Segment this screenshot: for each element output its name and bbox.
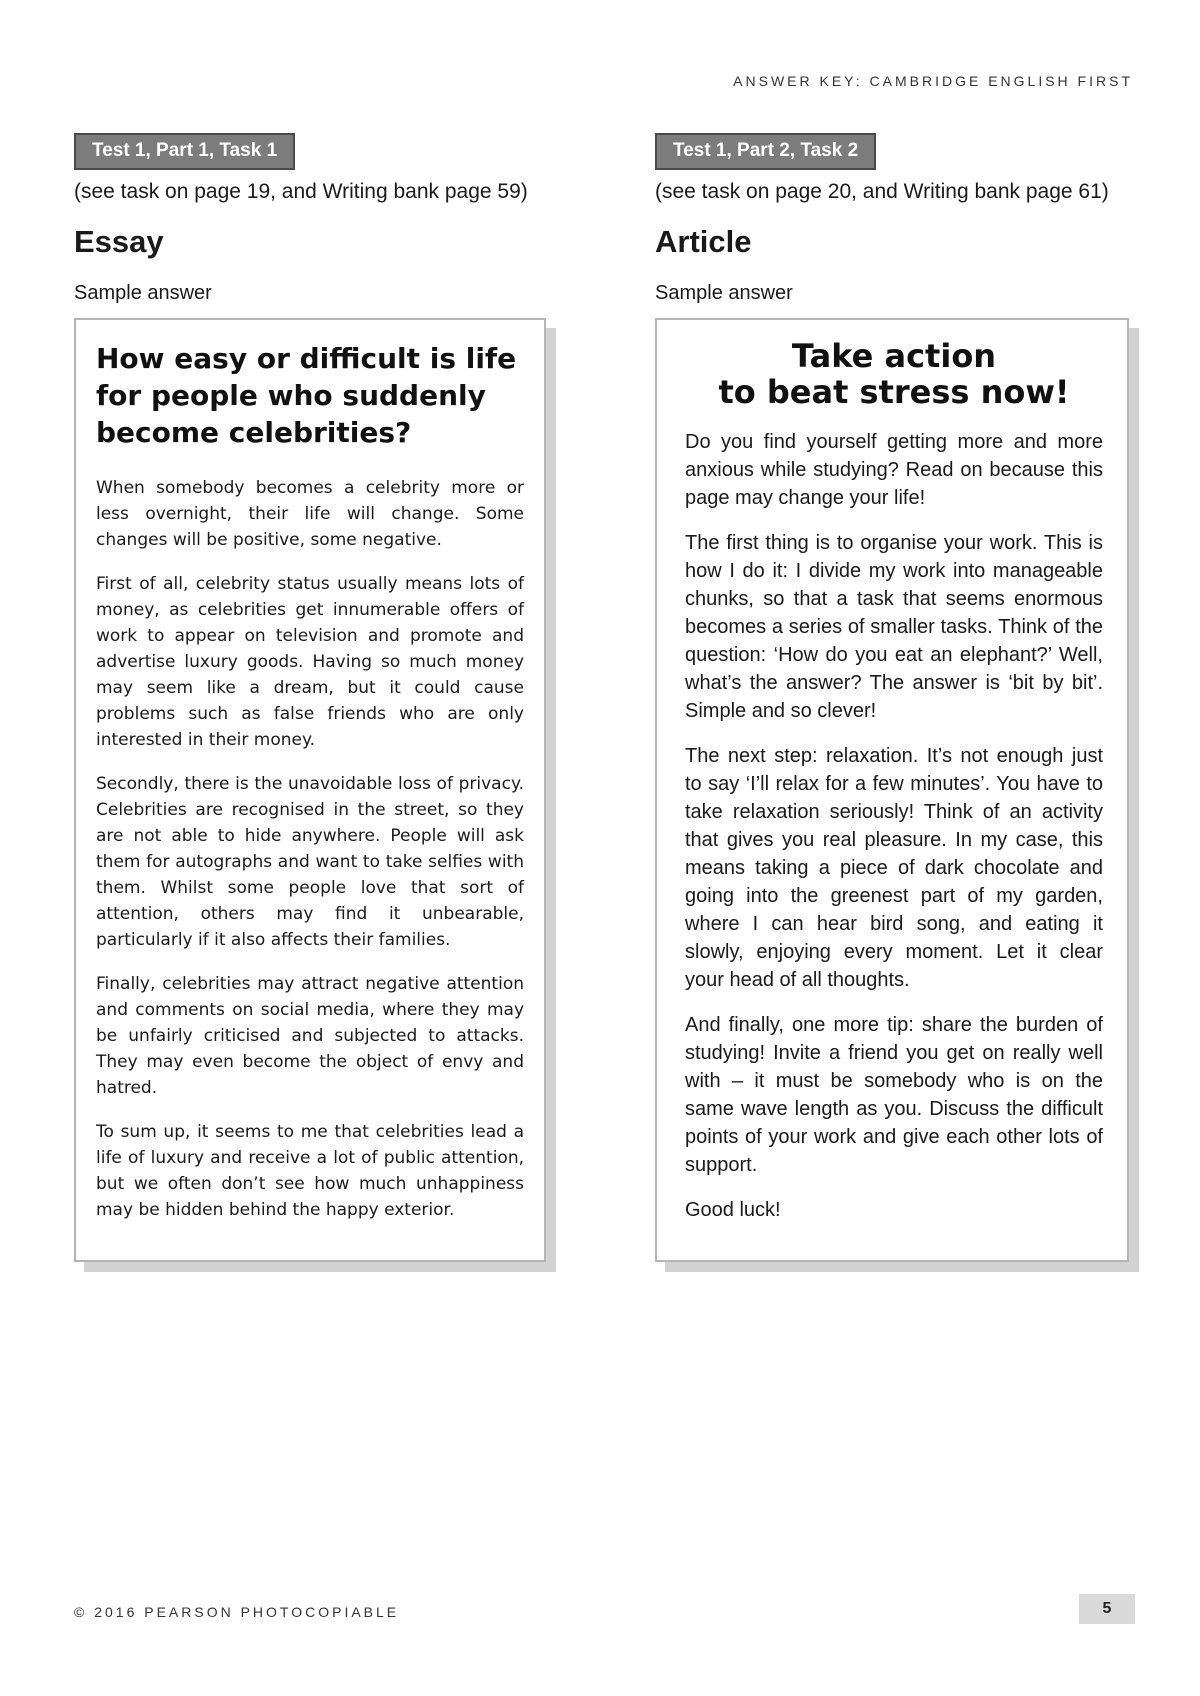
essay-paragraph: Finally, celebrities may attract negative attention and comments on social media, where they may be unfairly criticised and subjected to attacks. They may even become the object of envy and hatred.	[96, 974, 524, 1098]
article-paragraph: Do you find yourself getting more and more anxious while studying? Read on because this page may change your life!	[685, 431, 1103, 509]
see-task-essay: (see task on page 19, and Writing bank page 59)	[74, 180, 528, 203]
essay-title: How easy or difficult is life for people who suddenly become celebrities?	[96, 342, 517, 449]
article-paragraph: And finally, one more tip: share the burden of studying! Invite a friend you get on really well with – it must be somebody who is on the same wave length as you. Discuss the difficult points of your work and give each other lots of support.	[685, 1014, 1103, 1176]
genre-heading-essay: Essay	[74, 224, 164, 259]
running-head: ANSWER KEY: CAMBRIDGE ENGLISH FIRST	[733, 73, 1133, 89]
article-column	[655, 133, 1135, 1262]
task-label-article: Test 1, Part 2, Task 2	[655, 133, 876, 170]
see-task-article: (see task on page 20, and Writing bank page 61)	[655, 180, 1109, 203]
essay-paragraph: To sum up, it seems to me that celebrities lead a life of luxury and receive a lot of public attention, but we often don’t see how much unhappiness may be hidden behind the happy exterior.	[96, 1122, 524, 1220]
article-answer-box	[655, 318, 1129, 1262]
essay-answer-box	[74, 318, 546, 1262]
article-title-line-1: Take action	[791, 337, 997, 375]
sample-answer-label-essay: Sample answer	[74, 282, 212, 304]
essay-paragraph: First of all, celebrity status usually means lots of money, as celebrities get innumerable offers of work to appear on television and promote and advertise luxury goods. Having so much money may seem like a dream, but it could cause problems such as false friends who are only interested in their money.	[96, 574, 524, 750]
essay-paragraph: Secondly, there is the unavoidable loss of privacy. Celebrities are recognised in the street, so they are not able to hide anywhere. People will ask them for autographs and want to take selfies with them. Whilst some people love that sort of attention, others may find it unbearable, particularly if it also affects their families.	[96, 774, 524, 950]
task-label-essay: Test 1, Part 1, Task 1	[74, 133, 295, 170]
article-paragraph: The next step: relaxation. It’s not enough just to say ‘I’ll relax for a few minutes’. You have to take relaxation seriously! Think of an activity that gives you real pleasure. In my case, this means taking a piece of dark chocolate and going into the greenest part of my garden, where I can hear bird song, and eating it slowly, enjoying every moment. Let it clear your head of all thoughts.	[685, 745, 1103, 991]
article-paragraph: Good luck!	[685, 1199, 781, 1221]
essay-column	[74, 133, 546, 1262]
sample-answer-label-article: Sample answer	[655, 282, 793, 304]
essay-paragraph: When somebody becomes a celebrity more or less overnight, their life will change. Some changes will be positive, some negative.	[96, 478, 524, 550]
page-number: 5	[1079, 1594, 1135, 1624]
article-paragraph: The first thing is to organise your work. This is how I do it: I divide my work into manageable chunks, so that a task that seems enormous becomes a series of smaller tasks. Think of the question: ‘How do you eat an elephant?’ Well, what’s the answer? The answer is ‘bit by bit’. Simple and so clever!	[685, 532, 1103, 722]
article-title	[685, 338, 1103, 410]
article-title-line-2: to beat stress now!	[718, 373, 1070, 411]
genre-heading-article: Article	[655, 224, 752, 259]
footer-copyright: © 2016 PEARSON PHOTOCOPIABLE	[74, 1604, 400, 1620]
